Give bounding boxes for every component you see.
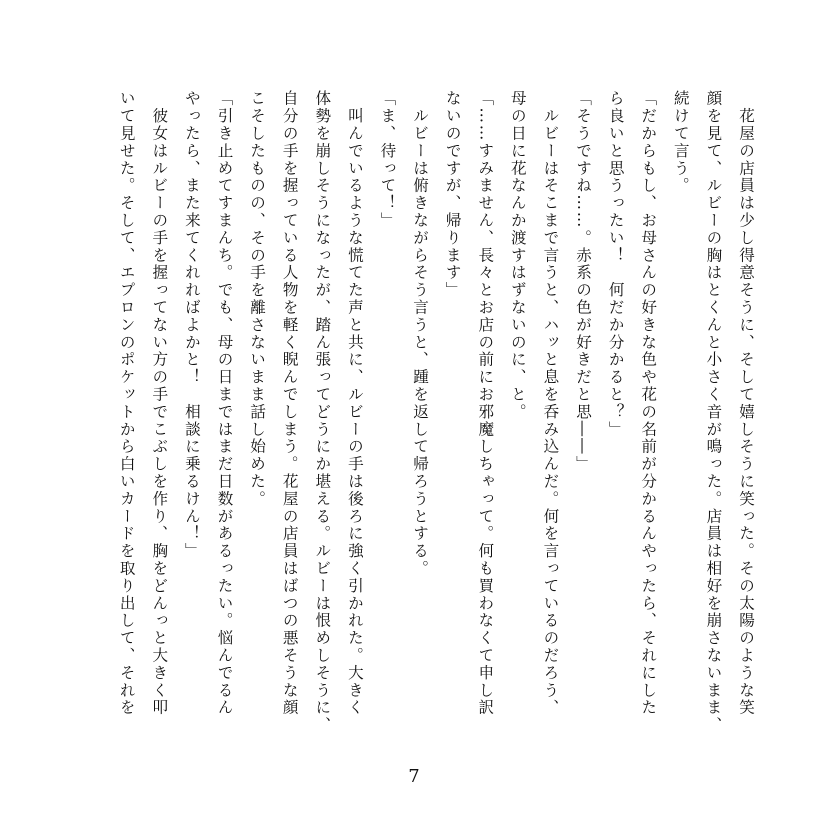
text-column: こそしたものの、その手を離さないまま話し始めた。 — [248, 90, 267, 508]
text-column: ルビーは俯きながらそう言うと、踵を返して帰ろうとする。 — [411, 90, 430, 578]
text-column: やったら、また来てくれればよかと！ 相談に乗るけん！」 — [182, 90, 201, 560]
text-column: ルビーはそこまで言うと、ハッと息を呑み込んだ。何を言っているのだろう、 — [541, 90, 560, 717]
text-column: 続けて言う。 — [671, 90, 690, 195]
text-column: 彼女はルビーの手を握ってない方の手でこぶしを作り、胸をどんっと大きく叩 — [150, 90, 169, 717]
text-column: 自分の手を握っている人物を軽く睨んでしまう。花屋の店員はばつの悪そうな顔 — [280, 90, 299, 717]
text-column: 叫んでいるような慌てた声と共に、ルビーの手は後ろに強く引かれた。大きく — [345, 90, 364, 717]
text-column: 「……すみません、長々とお店の前にお邪魔しちゃって。何も買わなくて申し訳 — [476, 90, 495, 717]
text-column: ないのですが、帰ります」 — [443, 90, 462, 299]
text-column: 母の日に花なんか渡すはずないのに、と。 — [508, 90, 527, 421]
text-column: 「ま、待って！」 — [378, 90, 397, 230]
page-number: 7 — [408, 766, 420, 787]
text-column: 「そうですね……。赤系の色が好きだと思――」 — [574, 90, 593, 473]
text-column: 体勢を崩しそうになったが、踏ん張ってどうにか堪える。ルビーは恨めしそうに、 — [313, 90, 332, 734]
text-column: 「だからもし、お母さんの好きな色や花の名前が分かるんやったら、それにした — [639, 90, 658, 717]
text-column: 花屋の店員は少し得意そうに、そして嬉しそうに笑った。その太陽のような笑 — [737, 90, 755, 717]
text-column: ら良いと思うったい！ 何だか分かると？」 — [606, 90, 625, 438]
text-column: 「引き止めてすまんち。でも、母の日まではまだ日数があるったい。悩んでるん — [215, 90, 234, 717]
text-column: 顔を見て、ルビーの胸はとくんと小さく音が鳴った。店員は相好を崩さないまま、 — [704, 90, 723, 734]
vertical-text-body — [110, 90, 762, 755]
text-column: いて見せた。そして、エプロンのポケットから白いカードを取り出して、それを — [117, 90, 136, 717]
